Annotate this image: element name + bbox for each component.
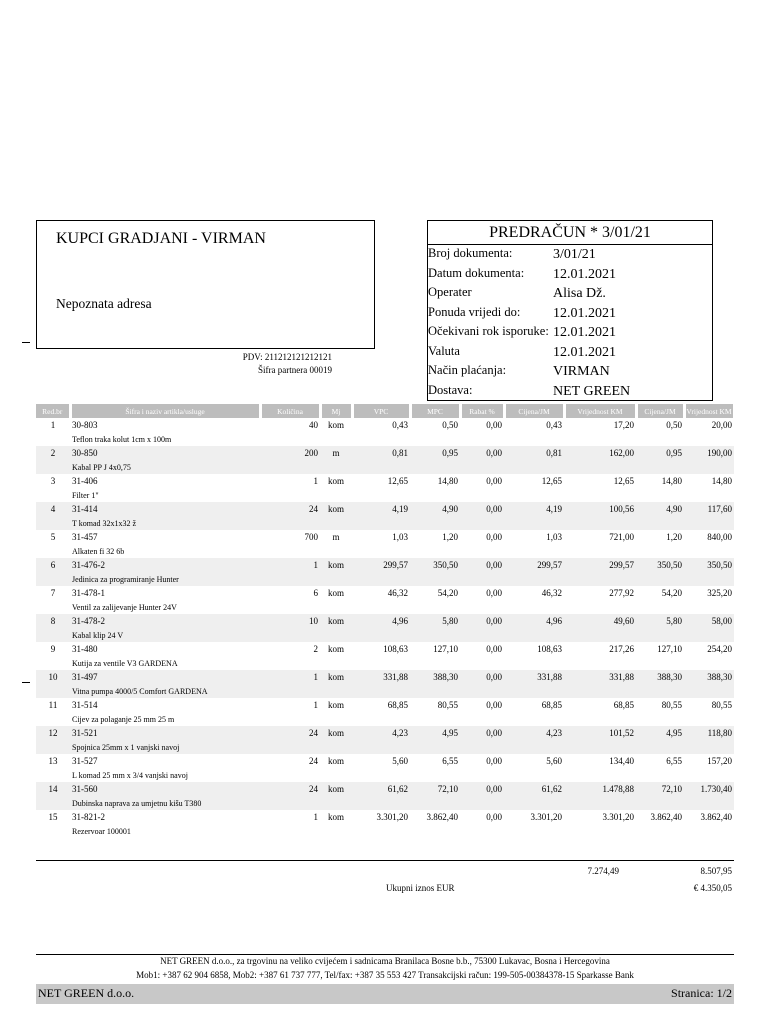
document-info-row [428,246,712,266]
footer-company-name: NET GREEN d.o.o. [38,986,135,1000]
cell-vr1: 49,60 [564,614,636,628]
cell-cj2: 350,50 [636,558,684,572]
cell-code: 31-560 [70,782,260,796]
cell-mpc: 3.862,40 [426,812,458,822]
cell-vr1: 68,85 [613,700,634,710]
cell-vpc: 0,43 [392,420,408,430]
cell-vr1: 1.478,88 [564,782,636,796]
cell-mpc: 388,30 [410,670,460,684]
cell-mpc: 4,95 [410,726,460,740]
pdv-number: PDV: 211212121212121 [242,352,332,362]
cell-rabat: 0,00 [460,558,504,572]
cell-rabat: 0,00 [486,812,502,822]
cell-code: 31-527 [72,756,98,766]
cell-vpc: 331,88 [352,670,410,684]
cell-vpc: 0,81 [352,446,410,460]
cell-unit: kom [320,670,352,684]
cell-no: 5 [50,532,56,542]
table-row [36,698,734,712]
table-row [36,530,734,544]
cell-no: 15 [48,812,58,822]
cell-vr1: 3.301,20 [602,812,634,822]
cell-qty: 2 [313,644,318,654]
cell-item-name: Teflon traka kolut 1cm x 100m [72,434,172,444]
document-info-row [428,383,712,403]
table-row-description [36,684,734,698]
table-row-description [36,768,734,782]
items-table [36,404,736,838]
cell-item-name: Kabal klip 24 V [70,628,734,642]
cell-code: 30-803 [72,420,98,430]
table-row-description [36,572,734,586]
table-row [36,418,734,432]
cell-vr1: 277,92 [609,588,634,598]
cell-cj2: 72,10 [636,782,684,796]
cell-cj2: 4,95 [636,726,684,740]
table-row-description [36,460,734,474]
cell-qty: 200 [260,446,320,460]
eur-total-value: € 4.350,05 [693,883,732,893]
cell-unit: kom [320,782,352,796]
cell-qty: 10 [260,614,320,628]
cell-vr2: 117,60 [684,502,734,516]
cell-vr1: 162,00 [564,446,636,460]
cell-item-name: Spojnica 25mm x 1 vanjski navoj [70,740,734,754]
info-value: 12.01.2021 [553,266,616,282]
cell-vr1: 217,26 [609,644,634,654]
cell-mpc: 350,50 [410,558,460,572]
cell-unit: kom [327,588,344,598]
column-header: VPC [352,404,410,418]
info-label: Dostava: [428,382,473,397]
table-row [36,670,734,684]
cell-vr2: 325,20 [707,588,732,598]
cell-vr2: 3.862,40 [700,812,732,822]
info-value: 12.01.2021 [553,344,616,360]
column-header: Mj [320,404,352,418]
cell-cj2: 0,50 [666,420,682,430]
cell-code: 31-406 [72,476,98,486]
vpc-total: 7.274,49 [587,866,619,876]
column-header: Vrijednost KM [564,404,636,418]
table-row-description [36,628,734,642]
table-row-description [36,432,734,446]
cell-qty: 24 [260,502,320,516]
cell-cj2: 4,90 [636,502,684,516]
footer-company-info: NET GREEN d.o.o., za trgovinu na veliko cvijećem i sadnicama Branilaca Bosne b.b., 75300 Lukavac, Bosna i Hercegovina [160,956,610,966]
cell-no: 7 [50,588,56,598]
cell-empty [36,544,70,558]
table-header-row [36,404,734,418]
cell-cj2: 6,55 [666,756,682,766]
cell-code: 31-414 [70,502,260,516]
cell-rabat: 0,00 [486,476,502,486]
column-header: MPC [410,404,460,418]
cell-item-name: Alkaten fi 32 6b [72,546,125,556]
footer-divider [36,954,734,955]
cell-vr1: 101,52 [564,726,636,740]
cell-no: 8 [36,614,70,628]
cell-cj1: 0,81 [504,446,564,460]
buyer-name: KUPCI GRADJANI - VIRMAN [56,230,266,247]
cell-rabat: 0,00 [460,614,504,628]
cell-unit: kom [327,420,344,430]
cell-cj1: 4,19 [504,502,564,516]
cell-cj2: 80,55 [661,700,682,710]
cell-empty [36,796,70,810]
mpc-total: 8.507,95 [700,866,732,876]
column-header: Vrijednost KM [684,404,734,418]
cell-cj1: 12,65 [541,476,562,486]
cell-cj1: 61,62 [504,782,564,796]
cell-empty [36,572,70,586]
cell-mpc: 0,95 [410,446,460,460]
cell-mpc: 1,20 [442,532,458,542]
cell-rabat: 0,00 [460,446,504,460]
cell-empty [36,516,70,530]
cell-item-name: Cijev za polaganje 25 mm 25 m [72,714,175,724]
table-row-description [36,656,734,670]
cell-code: 30-850 [70,446,260,460]
cell-vr2: 20,00 [711,420,732,430]
cell-unit: kom [327,700,344,710]
cell-no: 13 [48,756,58,766]
footer-contact-info: Mob1: +387 62 904 6858, Mob2: +387 61 737 777, Tel/fax: +387 35 553 427 Transakcijski račun: 199-505-00384378-15 Sparkasse Bank [136,970,634,980]
cell-rabat: 0,00 [486,700,502,710]
info-value: VIRMAN [553,364,610,379]
table-row [36,446,734,460]
table-row-description [36,516,734,530]
info-value: Alisa Dž. [553,286,606,301]
cell-no: 6 [36,558,70,572]
document-info-row [428,324,712,344]
info-label: Valuta [428,343,460,358]
cell-cj2: 0,95 [636,446,684,460]
cell-qty: 1 [260,670,320,684]
table-row [36,642,734,656]
cell-vr2: 254,20 [707,644,732,654]
cell-mpc: 6,55 [442,756,458,766]
cell-vpc: 5,60 [392,756,408,766]
cell-vpc: 61,62 [352,782,410,796]
cell-vr2: 388,30 [684,670,734,684]
cell-mpc: 5,80 [410,614,460,628]
cell-cj1: 5,60 [546,756,562,766]
cell-code: 31-521 [70,726,260,740]
cell-cj1: 3.301,20 [530,812,562,822]
document-info-row [428,363,712,383]
cell-no: 11 [48,700,58,710]
info-label: Broj dokumenta: [428,246,513,260]
cell-cj2: 5,80 [636,614,684,628]
cell-cj1: 331,88 [504,670,564,684]
cell-rabat: 0,00 [486,588,502,598]
table-row [36,810,734,824]
cell-empty [36,460,70,474]
cell-vpc: 4,23 [352,726,410,740]
cell-mpc: 0,50 [442,420,458,430]
cell-unit: kom [327,812,344,822]
cell-code: 31-478-2 [70,614,260,628]
cell-cj1: 4,96 [504,614,564,628]
cell-vr1: 134,40 [609,756,634,766]
cell-no: 12 [36,726,70,740]
cell-item-name: Jedinica za programiranje Hunter [70,572,734,586]
cell-vr1: 299,57 [564,558,636,572]
column-header: Cijena/JM [636,404,684,418]
cell-empty [36,628,70,642]
cell-unit: kom [320,502,352,516]
cell-rabat: 0,00 [460,782,504,796]
info-value: NET GREEN [553,383,631,399]
cell-mpc: 14,80 [437,476,458,486]
cell-mpc: 80,55 [437,700,458,710]
cell-unit: kom [327,476,344,486]
cell-vr2: 157,20 [707,756,732,766]
cell-empty [36,656,70,670]
info-label: Očekivani rok isporuke: [428,324,549,338]
cell-code: 31-457 [72,532,98,542]
cell-code: 31-497 [70,670,260,684]
cell-empty [36,824,70,838]
cell-vr2: 58,00 [684,614,734,628]
cell-vr1: 721,00 [609,532,634,542]
cell-qty: 1 [313,700,318,710]
cell-mpc: 72,10 [410,782,460,796]
cell-unit: kom [327,644,344,654]
cell-vpc: 68,85 [387,700,408,710]
cell-empty [36,432,70,446]
cell-vpc: 108,63 [383,644,408,654]
totals-divider [36,860,734,861]
cell-cj1: 299,57 [504,558,564,572]
cell-unit: kom [320,726,352,740]
page-number: Stranica: 1/2 [671,986,732,1000]
cell-cj2: 1,20 [666,532,682,542]
cell-vpc: 299,57 [352,558,410,572]
cell-empty [36,684,70,698]
cell-code: 31-476-2 [70,558,260,572]
info-label: Operater [428,285,472,299]
table-row [36,586,734,600]
table-row-description [36,824,734,838]
cell-vr2: 840,00 [707,532,732,542]
cell-vr2: 1.730,40 [684,782,734,796]
cell-code: 31-514 [72,700,98,710]
cell-no: 9 [50,644,56,654]
column-header: Cijena/JM [504,404,564,418]
cell-unit: kom [320,558,352,572]
cell-item-name: Filter 1" [72,490,99,500]
margin-mark [22,682,30,683]
table-row [36,726,734,740]
cell-empty [36,740,70,754]
cell-qty: 1 [313,812,318,822]
cell-mpc: 4,90 [410,502,460,516]
table-row-description [36,796,734,810]
cell-empty [36,600,70,614]
cell-rabat: 0,00 [486,420,502,430]
cell-mpc: 127,10 [433,644,458,654]
cell-qty: 24 [260,782,320,796]
cell-cj2: 3.862,40 [650,812,682,822]
table-row-description [36,740,734,754]
partner-code: Šifra partnera 00019 [258,365,332,375]
cell-item-name: T komad 32x1x32 ž [70,516,734,530]
cell-cj2: 127,10 [657,644,682,654]
table-row [36,754,734,768]
margin-mark [22,342,30,343]
cell-cj2: 388,30 [636,670,684,684]
cell-no: 4 [36,502,70,516]
cell-qty: 1 [260,558,320,572]
cell-no: 14 [36,782,70,796]
document-info-row [428,344,712,364]
table-row [36,558,734,572]
eur-total-label: Ukupni iznos EUR [386,883,455,893]
cell-cj2: 14,80 [661,476,682,486]
cell-code: 31-480 [72,644,98,654]
cell-vr1: 12,65 [613,476,634,486]
cell-vr2: 350,50 [684,558,734,572]
cell-empty [36,768,70,782]
cell-item-name: Rezervoar 100001 [72,826,131,836]
cell-no: 1 [50,420,56,430]
footer-bar [36,984,734,1004]
cell-qty: 1 [313,476,318,486]
cell-rabat: 0,00 [486,532,502,542]
cell-item-name: L komad 25 mm x 3/4 vanjski navoj [72,770,188,780]
document-info-row [428,285,712,305]
cell-cj1: 1,03 [546,532,562,542]
cell-item-name: Vitna pumpa 4000/5 Comfort GARDENA [70,684,734,698]
cell-no: 3 [50,476,56,486]
cell-no: 2 [36,446,70,460]
info-label: Ponuda vrijedi do: [428,304,521,319]
cell-item-name: Dubinska naprava za umjetnu kišu T380 [70,796,734,810]
cell-rabat: 0,00 [460,670,504,684]
cell-rabat: 0,00 [460,502,504,516]
info-value: 12.01.2021 [553,305,616,321]
info-value: 12.01.2021 [553,325,616,340]
cell-no: 10 [36,670,70,684]
cell-code: 31-478-1 [72,588,105,598]
cell-vr2: 190,00 [684,446,734,460]
cell-cj1: 46,32 [541,588,562,598]
table-row-description [36,544,734,558]
cell-qty: 40 [309,420,318,430]
cell-unit: m [320,446,352,460]
cell-vpc: 3.301,20 [376,812,408,822]
table-row [36,474,734,488]
cell-unit: kom [327,756,344,766]
cell-vpc: 4,19 [352,502,410,516]
cell-code: 31-821-2 [72,812,105,822]
table-row [36,782,734,796]
cell-item-name: Kabal PP J 4x0,75 [70,460,734,474]
table-row [36,614,734,628]
cell-qty: 700 [304,532,318,542]
cell-unit: m [332,532,340,542]
cell-cj2: 54,20 [661,588,682,598]
cell-cj1: 0,43 [546,420,562,430]
info-label: Datum dokumenta: [428,265,525,280]
cell-rabat: 0,00 [486,644,502,654]
cell-vr2: 80,55 [711,700,732,710]
cell-vr1: 331,88 [564,670,636,684]
document-info-row [428,305,712,325]
cell-vr1: 100,56 [564,502,636,516]
table-row-description [36,600,734,614]
column-header: Količina [260,404,320,418]
buyer-address: Nepoznata adresa [56,296,152,311]
cell-qty: 24 [309,756,318,766]
cell-vpc: 46,32 [387,588,408,598]
cell-cj1: 4,23 [504,726,564,740]
info-label: Način plaćanja: [428,363,507,377]
column-header: Šifra i naziv artikla/usluge [70,404,260,418]
table-row-description [36,712,734,726]
cell-vr2: 14,80 [711,476,732,486]
cell-vpc: 4,96 [352,614,410,628]
cell-qty: 6 [313,588,318,598]
cell-empty [36,488,70,502]
cell-vr2: 118,80 [684,726,734,740]
cell-vpc: 12,65 [387,476,408,486]
cell-rabat: 0,00 [486,756,502,766]
document-title: PREDRAČUN * 3/01/21 [427,220,713,245]
cell-unit: kom [320,614,352,628]
cell-qty: 24 [260,726,320,740]
cell-rabat: 0,00 [460,726,504,740]
table-row-description [36,488,734,502]
cell-cj1: 108,63 [537,644,562,654]
column-header: Rabat % [460,404,504,418]
cell-mpc: 54,20 [437,588,458,598]
cell-item-name: Ventil za zalijevanje Hunter 24V [72,602,177,612]
document-info-row [428,266,712,286]
cell-empty [36,712,70,726]
cell-vpc: 1,03 [392,532,408,542]
table-body [36,418,734,838]
info-value: 3/01/21 [553,247,596,262]
cell-vr1: 17,20 [613,420,634,430]
cell-cj1: 68,85 [541,700,562,710]
column-header: Red.br [36,404,70,418]
cell-item-name: Kutija za ventile V3 GARDENA [72,658,178,668]
table-row [36,502,734,516]
